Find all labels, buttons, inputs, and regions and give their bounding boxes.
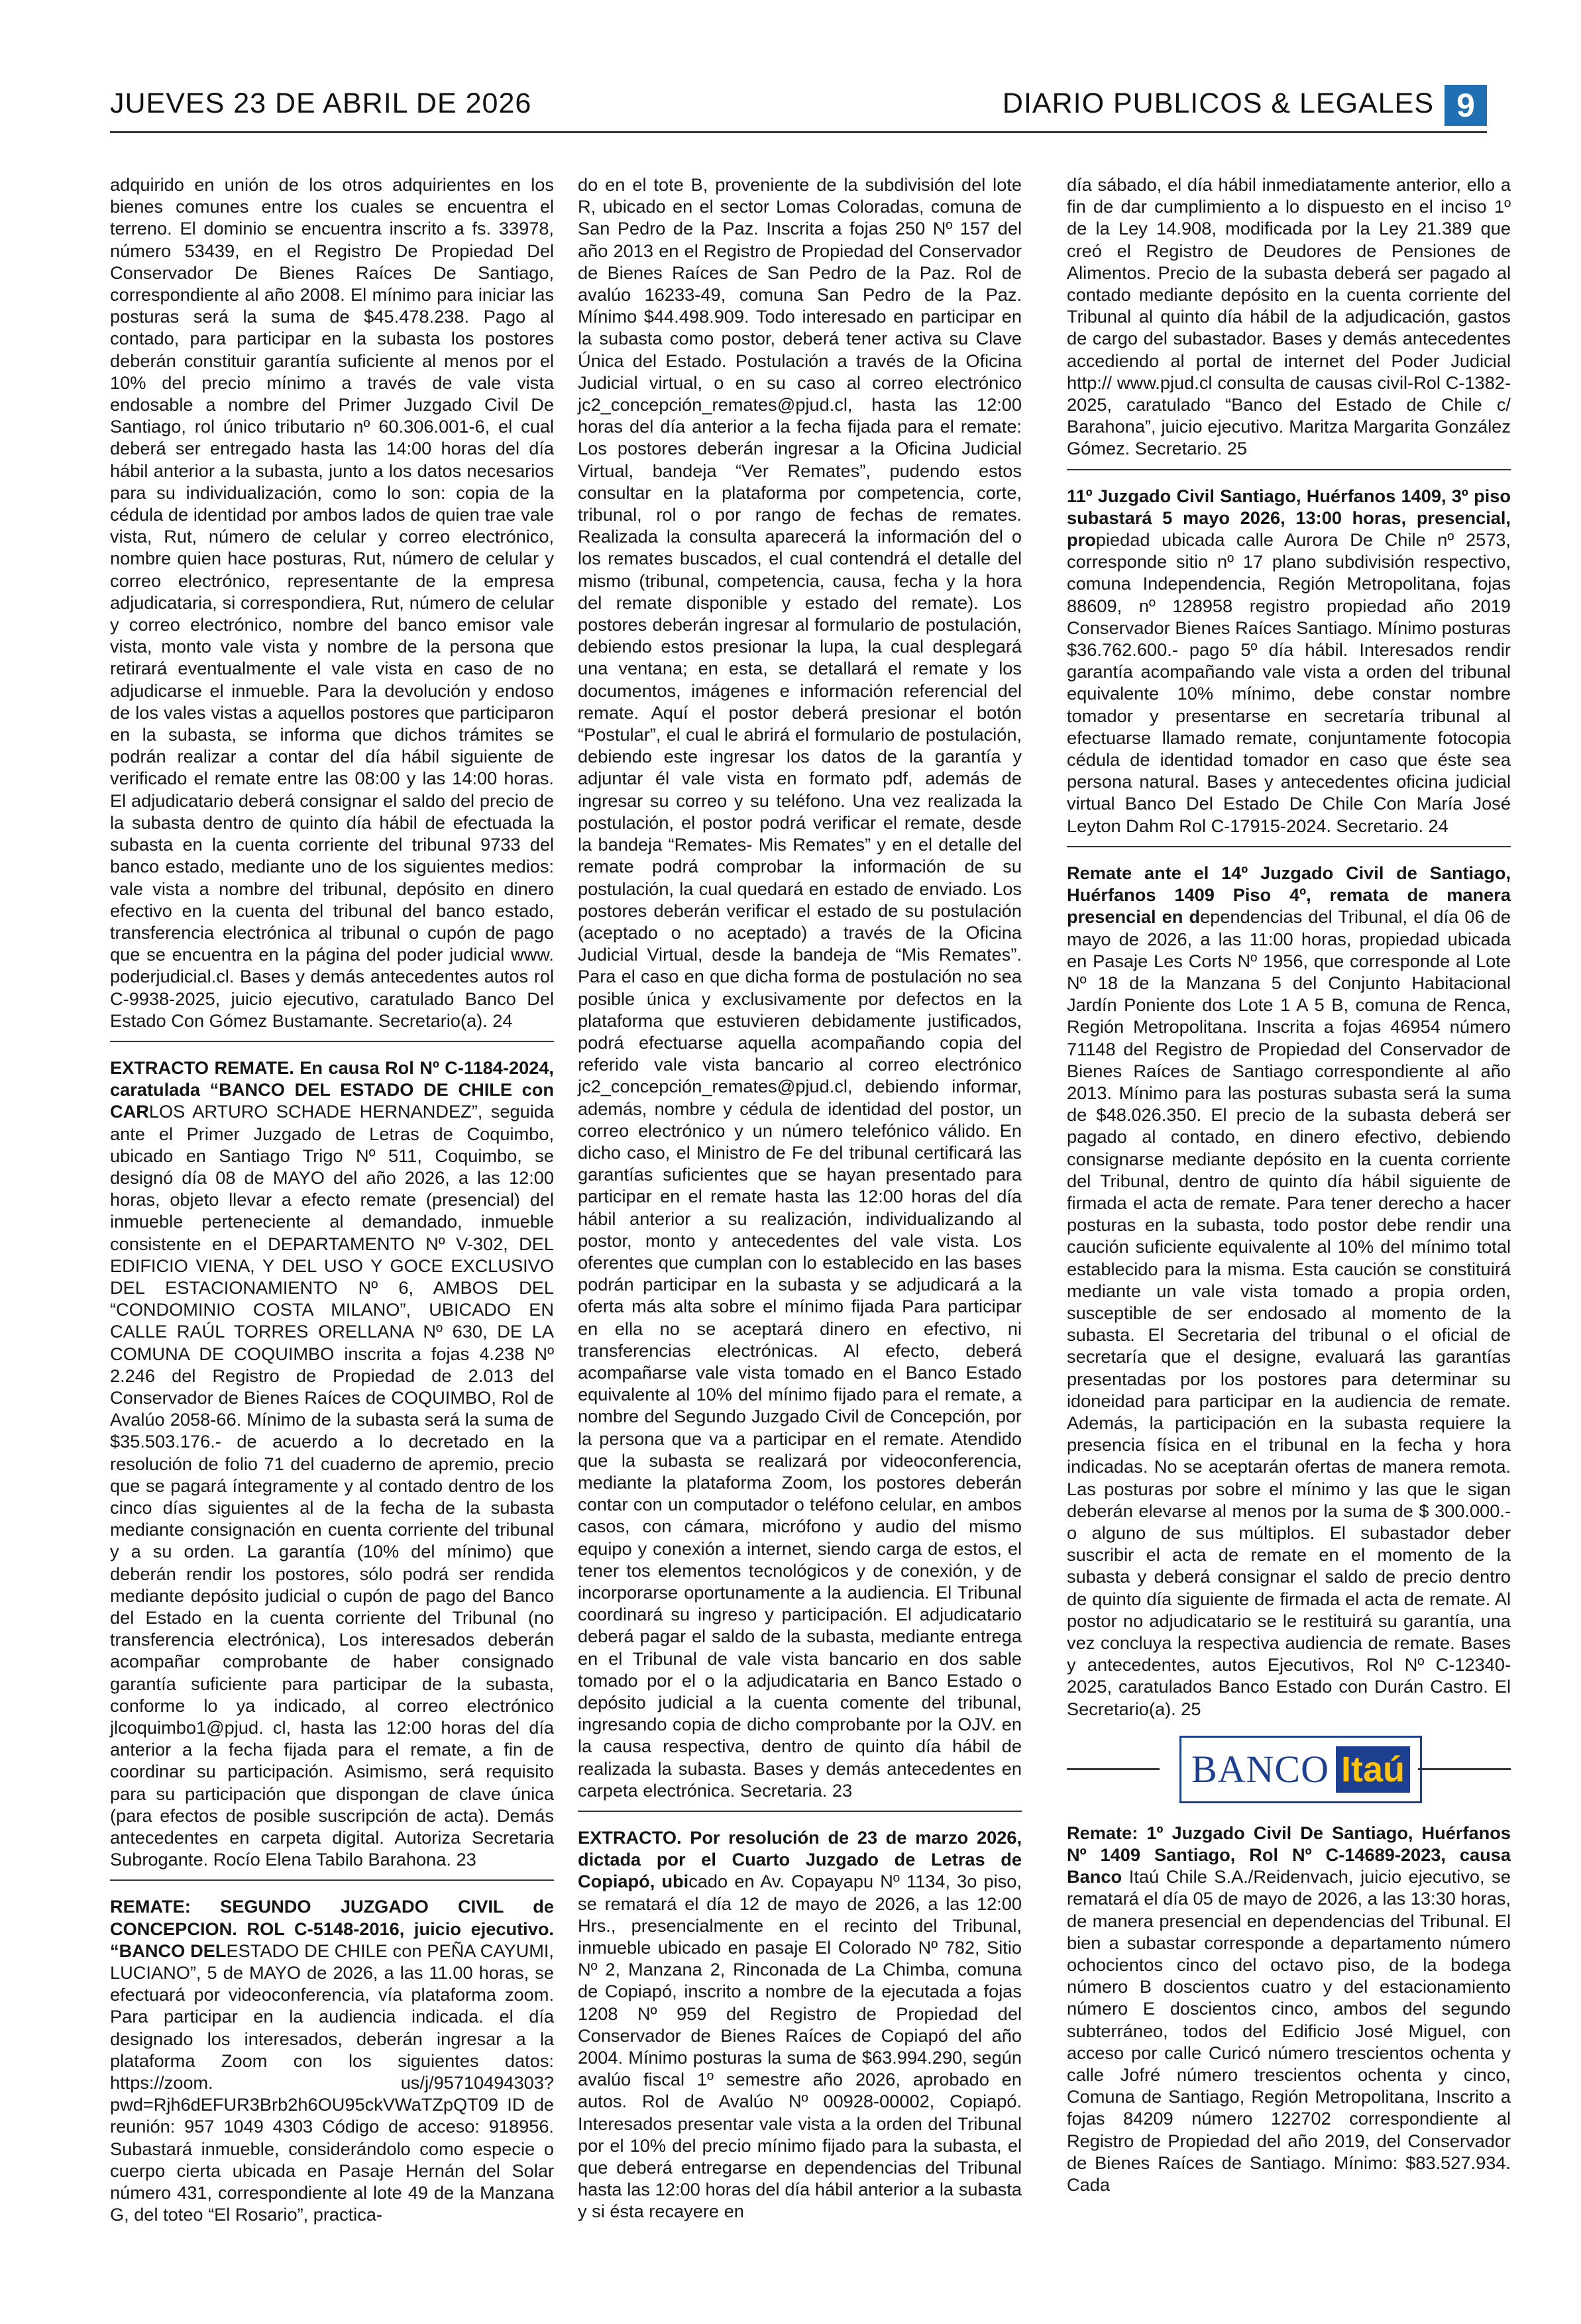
page-number-badge: 9 bbox=[1445, 85, 1487, 126]
notice-body: ESTADO DE CHILE con PEÑA CAYUMI, LUCIANO”, 5 de MAYO de 2026, a las 11.00 horas, se efectuará por videoconferencia, vía plataforma zoom. Para participar en la audiencia indicada. el día designado los interesados, deberán ingresar a la plataforma Zoom con los siguientes datos: https://zoom. us/j/95710494303?pwd=Rjh6dEFUR3Brb2h6OU95ckVWaTZpQT09 ID de reunión: 957 1049 4303 Código de acceso: 918956. Subastará inmueble, considerándolo como especie o cuerpo cierta ubicada en Pasaje Hernán del Solar número 431, correspondiente al lote 49 de la Manzana G, del toteo “El Rosario”, practica- bbox=[110, 1940, 554, 2225]
notice-body: adquirido en unión de los otros adquirientes en los bienes comunes entre los cuales se encuentra el terreno. El dominio se encuentra inscrito a fs. 33978, número 53439, en el Registro De Propiedad Del Conservador De Bienes Raíces De Santiago, correspondiente al año 2008. El mínimo para iniciar las posturas será la suma de $45.478.238. Pago al contado, para participar en la subasta los postores deberán constituir garantía suficiente al menos por el 10% del precio mínimo a través de vale vista endosable a nombre del Primer Juzgado Civil De Santiago, rol único tributario nº 60.306.001-6, el cual deberá ser entregado hasta las 14:00 horas del día hábil anterior a la subasta, junto a los datos necesarios para su individualización, como lo son: copia de la cédula de identidad por ambos lados de quien trae vale vista, Rut, número de celular y correo electrónico, nombre quien hace posturas, Rut, número de celular y correo electrónico, representante de la empresa adjudicataria, si correspondiera, Rut, número de celular y correo electrónico, nombre del banco emisor vale vista, monto vale vista y nombre de la persona que retirará eventualmente el vale vista en caso de no adjudicarse el inmueble. Para la devolución y endoso de los vales vistas a aquellos postores que participaron en la subasta, se informa que dichos trámites se podrán realizar a contar del día hábil siguiente de verificado el remate entre las 08:00 y las 14:00 horas. El adjudicatario deberá consignar el saldo del precio de la subasta dentro de quinto día hábil de efectuada la subasta en la cuenta corriente del tribunal 9733 del banco estado, mediante uno de los siguientes medios: vale vista a nombre del tribunal, depósito en dinero efectivo en la cuenta del tribunal del banco estado, transferencia electrónica al tribunal o cupón de pago que se encuentra en la página del poder judicial www. poderjudicial.cl. Bases y demás antecedentes autos rol C-9938-2025, juicio ejecutivo, caratulado Banco Del Estado Con Gómez Bustamante. Secretario(a). 24 bbox=[110, 174, 554, 1031]
notice-heading: REMATE: SEGUNDO JUZGADO CIVIL de CONCEPCION. ROL C-5148-2016, juicio ejecutivo. “BANCO DEL bbox=[110, 1896, 554, 1961]
bank-logo-banner bbox=[1067, 1736, 1511, 1805]
notice-continued-text bbox=[110, 174, 554, 1031]
notice-heading: EXTRACTO REMATE. En causa Rol Nº C-1184-2024, caratulada “BANCO DEL ESTADO DE CHILE con CAR bbox=[110, 1057, 554, 1122]
notice-separator bbox=[110, 1041, 554, 1042]
page-header bbox=[110, 85, 1487, 131]
logo-text-itau: Itaú bbox=[1336, 1746, 1410, 1793]
column-3 bbox=[1067, 174, 1511, 2195]
notice-remate-itau bbox=[1067, 1822, 1511, 2195]
notice-heading: EXTRACTO. Por resolución de 23 de marzo 2026, dictada por el Cuarto Juzgado de Letras de Copiapó, ubi bbox=[578, 1827, 1022, 1892]
publication-name: DIARIO PUBLICOS & LEGALES bbox=[1002, 87, 1434, 119]
notice-heading: Remate: 1º Juzgado Civil De Santiago, Huérfanos Nº 1409 Santiago, Rol Nº C-14689-2023, causa Banco bbox=[1067, 1822, 1511, 1887]
notice-14-juzgado bbox=[1067, 862, 1511, 1720]
notice-separator bbox=[1067, 469, 1511, 470]
notice-remate-coquimbo bbox=[110, 1057, 554, 1871]
notice-separator bbox=[578, 1811, 1022, 1812]
notice-heading: 11º Juzgado Civil Santiago, Huérfanos 1409, 3º piso subastará 5 mayo 2026, 13:00 horas, presencial, pro bbox=[1067, 485, 1511, 551]
notice-remate-concepcion bbox=[110, 1895, 554, 2225]
notice-continued-text bbox=[1067, 174, 1511, 460]
banner-rule-left bbox=[1067, 1768, 1160, 1770]
notice-continued-text bbox=[578, 174, 1022, 1801]
notice-body: cado en Av. Copayapu Nº 1134, 3o piso, se rematará el día 12 de mayo de 2026, a las 12:00 Hrs., presencialmente en el recinto del Tribunal, inmueble ubicado en pasaje El Colorado Nº 782, Sitio Nº 2, Manzana 2, Rinconada de La Chimba, comuna de Copiapó, inscrito a nombre de la ejecutada a fojas 1208 Nº 959 del Registro de Propiedad del Conservador de Bienes Raíces de Copiapó del año 2004. Mínimo posturas la suma de $63.994.290, según avalúo fiscal 1º semestre año 2026, aprobado en autos. Rol de Avalúo Nº 00928-00002, Copiapó. Interesados presentar vale vista a la orden del Tribunal por el 10% del precio mínimo fijado para la subasta, el que deberá entregarse en dependencias del Tribunal hasta las 12:00 horas del día hábil anterior a la subasta y si ésta recayere en bbox=[578, 1871, 1022, 2222]
notice-body: LOS ARTURO SCHADE HERNANDEZ”, seguida ante el Primer Juzgado de Letras de Coquimbo, ubicado en Santiago Trigo Nº 511, Coquimbo, se designó día 08 de MAYO del año 2026, a las 12:00 horas, objeto llevar a efecto remate (presencial) del inmueble perteneciente al demandado, inmueble consistente en el DEPARTAMENTO Nº V-302, DEL EDIFICIO VIENA, Y DEL USO Y GOCE EXCLUSIVO DEL ESTACIONAMIENTO Nº 6, AMBOS DEL “CONDOMINIO COSTA MILANO”, UBICADO EN CALLE RAÚL TORRES ORELLANA Nº 630, DE LA COMUNA DE COQUIMBO inscrita a fojas 4.238 Nº 2.246 del Registro de Propiedad de 2.013 del Conservador de Bienes Raíces de COQUIMBO, Rol de Avalúo 2058-66. Mínimo de la subasta será la suma de $35.503.176.- de acuerdo a lo decretado en la resolución de folio 71 del cuaderno de apremio, precio que se pagará íntegramente y al contado dentro de los cinco días siguientes al de la fecha de la subasta mediante consignación en cuenta corriente del tribunal y a su orden. La garantía (10% del mínimo) que deberán rendir los postores, sólo podrá ser rendida mediante depósito judicial o cupón de pago del Banco del Estado en la cuenta corriente del Tribunal (no transferencia electrónica), Los interesados deberán acompañar comprobante de haber consignado garantía suficiente para participar de la subasta, conforme lo ya indicado, al correo electrónico jlcoquimbo1@pjud. cl, hasta las 12:00 horas del día anterior a la fecha fijada para el remate, a fin de coordinar su participación. Asimismo, será requisito para su participación que dispongan de clave única (para efectos de posible suscripción de acta). Demás antecedentes en carpeta digital. Autoriza Secretaria Subrogante. Rocío Elena Tabilo Barahona. 23 bbox=[110, 1101, 554, 1870]
notice-body: piedad ubicada calle Aurora De Chile nº 2573, corresponde sitio nº 17 plano subdivisión respectivo, comuna Independencia, Región Metropolitana, fojas 88609, nº 128958 registro propiedad año 2019 Conservador Bienes Raíces Santiago. Mínimo posturas $36.762.600.- pago 5º día hábil. Interesados rendir garantía acompañando vale vista a orden del tribunal equivalente 10% mínimo, debe constar nombre tomador y presentarse en secretaría tribunal al efectuarse llamado remate, conjuntamente fotocopia cédula de identidad tomador en caso que éste sea persona natural. Bases y antecedentes oficina judicial virtual Banco Del Estado De Chile Con María José Leyton Dahm Rol C-17915-2024. Secretario. 24 bbox=[1067, 529, 1511, 836]
notice-body: Itaú Chile S.A./Reidenvach, juicio ejecutivo, se rematará el día 05 de mayo de 2026, a las 13:30 horas, de manera presencial en dependencias del Tribunal. El bien a subastar corresponde a departamento número ochocientos cinco del octavo piso, de la bodega número B doscientos cuatro y del estacionamiento número E doscientos cinco, ambos del segundo subterráneo, todos del Edificio José Miguel, con acceso por calle Curicó número trescientos ochenta y calle Jofré número trescientos ochenta y cinco, Comuna de Santiago, Región Metropolitana, Inscrito a fojas 84209 número 122702 correspondiente al Registro de Propiedad del año 2019, del Conservador de Bienes Raíces de Santiago. Mínimo: $83.527.934. Cada bbox=[1067, 1866, 1511, 2195]
notice-body: do en el tote B, proveniente de la subdivisión del lote R, ubicado en el sector Lomas Coloradas, comuna de San Pedro de la Paz. Inscrita a fojas 250 Nº 157 del año 2013 en el Registro de Propiedad del Conservador de Bienes Raíces de San Pedro de la Paz. Rol de avalúo 16233-49, comuna San Pedro de la Paz. Mínimo $44.498.909. Todo interesado en participar en la subasta como postor, deberá tener activa su Clave Única del Estado. Postulación a través de la Oficina Judicial virtual, o en su caso al correo electrónico jc2_concepción_remates@pjud.cl, hasta las 12:00 horas del día anterior a la fecha fijada para el remate: Los postores deberán ingresar a la Oficina Judicial Virtual, bandeja “Ver Remates”, pudendo estos consultar en la plataforma por competencia, corte, tribunal, rol o por rango de fechas de remates. Realizada la consulta aparecerá la información del o los remates buscados, el cual contendrá el detalle del mismo (tribunal, competencia, causa, fecha y la hora del remate disponible y estado del remate). Los postores deberán ingresar al formulario de postulación, debiendo estos presionar la lupa, la cual desplegará una ventana; en esta, se detallará el remate y los documentos, imágenes e información referencial del remate. Aquí el postor deberá presionar el botón “Postular”, el cual le abrirá el formulario de postulación, debiendo este ingresar los datos de la garantía y adjuntar él vale vista en formato pdf, además de ingresar su correo y su teléfono. Una vez realizada la postulación, el postor podrá verificar el remate, desde la bandeja “Remates- Mis Remates” y en el detalle del remate podrá comprobar la información de su postulación, la cual quedará en estado de enviado. Los postores deberán verificar el estado de su postulación (aceptado o no aceptado) a través de la Oficina Judicial Virtual, desde la bandeja de “Mis Remates”. Para el caso en que dicha forma de postulación no sea posible única y exclusivamente por defectos en la plataforma que estuvieren debidamente justificados, podrá efectuarse aquella acompañando copia del referido vale vista bancario al correo electrónico jc2_concepción_remates@pjud.cl, debiendo informar, además, nombre y cédula de identidad del postor, un correo electrónico y un número telefónico válido. En dicho caso, el Ministro de Fe del tribunal certificará las garantías suficientes que se hayan presentado para participar en el remate hasta las 12:00 horas del día hábil anterior a su realización, individualizando al postor, monto y antecedentes del vale vista. Los oferentes que cumplan con lo establecido en las bases podrán participar en la subasta y se adjudicará a la oferta más alta sobre el mínimo fijada Para participar en ella no se aceptará dinero en efectivo, ni transferencias electrónicas. Al efecto, deberá acompañarse vale vista tomado en el Banco Estado equivalente al 10% del mínimo fijado para el remate, a nombre del Segundo Juzgado Civil de Concepción, por la persona que va a participar en el remate. Atendido que la subasta se realizará por videoconferencia, mediante la plataforma Zoom, los postores deberán contar con un computador o teléfono celular, en ambos casos, con cámara, micrófono y audio del mismo equipo y conexión a internet, siendo carga de estos, el tener tos elementos tecnológicos y de conexión, y de incorporarse oportunamente a la audiencia. El Tribunal coordinará su ingreso y participación. El adjudicatario deberá pagar el saldo de la subasta, mediante entrega en el Tribunal de vale vista bancario en dos sable tomado por el o la adjudicataria en Banco Estado o depósito judicial a la cuenta comente del tribunal, ingresando copia de dicho comprobante por la OJV. en la causa respectiva, dentro de quinto día hábil de realizada la subasta. Bases y demás antecedentes en carpeta electrónica. Secretaria. 23 bbox=[578, 174, 1022, 1801]
notice-body: ependencias del Tribunal, el día 06 de mayo de 2026, a las 11:00 horas, propiedad ubicada en Pasaje Les Corts Nº 1956, que corresponde al Lote Nº 18 de la Manzana 5 del Conjunto Habitacional Jardín Poniente dos Lote 1 A 5 B, comuna de Renca, Región Metropolitana. Inscrita a fojas 46954 número 71148 del Registro de Propiedad del Conservador de Bienes Raíces de Santiago correspondiente al año 2013. Mínimo para las posturas subasta será la suma de $48.026.350. El precio de la subasta deberá ser pagado al contado, en dinero efectivo, debiendo consignarse mediante depósito en la cuenta corriente del Tribunal, dentro de quinto día hábil siguiente de firmada el acta de remate. Para tener derecho a hacer posturas en la subasta, todo postor debe rendir una caución suficiente equivalente al 10% del mínimo total establecido para la misma. Esta caución se constituirá mediante un vale vista tomado a propia orden, susceptible de ser endosado al momento de la subasta. El Secretaria del tribunal o el oficial de secretaría que el designe, evaluará las garantías presentadas por los postores para determinar su idoneidad para participar en la audiencia de remate. Además, la participación en la subasta requiere la presencia física en el tribunal en la fecha y hora indicadas. No se aceptarán ofertas de manera remota. Las posturas por sobre el mínimo y las que le sigan deberán elevarse al menos por la suma de $ 300.000.- o alguno de sus múltiplos. El subastador deber suscribir el acta de remate en el momento de la subasta y deberá consignar el saldo de precio dentro de quinto día siguiente de firmada el acta de remate. Al postor no adjudicatario se le restituirá su garantía, una vez concluya la respectiva audiencia de remate. Bases y antecedentes, autos Ejecutivos, Rol Nº C-12340-2025, caratulados Banco Estado con Durán Castro. El Secretario(a). 25 bbox=[1067, 906, 1511, 1719]
notice-separator bbox=[110, 1879, 554, 1881]
logo-text-banco: BANCO bbox=[1191, 1748, 1329, 1791]
notice-separator bbox=[1067, 846, 1511, 847]
issue-date: JUEVES 23 DE ABRIL DE 2026 bbox=[110, 87, 532, 119]
notice-body: día sábado, el día hábil inmediatamente anterior, ello a fin de dar cumplimiento a lo dispuesto en el inciso 1º de la Ley 14.908, modificada por la Ley 21.389 que creó el Registro de Deudores de Pensiones de Alimentos. Precio de la subasta deberá ser pagado al contado mediante depósito en la cuenta corriente del Tribunal al quinto día hábil de la adjudicación, gastos de cargo del subastador. Bases y demás antecedentes accediendo al portal de internet del Poder Judicial http:// www.pjud.cl consulta de causas civil-Rol C-1382-2025, caratulado “Banco del Estado de Chile c/ Barahona”, juicio ejecutivo. Maritza Margarita González Gómez. Secretario. 25 bbox=[1067, 174, 1511, 459]
banner-rule-right bbox=[1418, 1768, 1511, 1770]
banco-itau-logo bbox=[1179, 1736, 1422, 1803]
notice-heading: Remate ante el 14º Juzgado Civil de Santiago, Huérfanos 1409 Piso 4º, remata de manera presencial en d bbox=[1067, 862, 1511, 927]
notice-extracto-copiapo bbox=[578, 1826, 1022, 2223]
header-rule bbox=[110, 131, 1487, 133]
notice-11-juzgado bbox=[1067, 485, 1511, 837]
column-1 bbox=[110, 174, 554, 2225]
column-2 bbox=[578, 174, 1022, 2223]
